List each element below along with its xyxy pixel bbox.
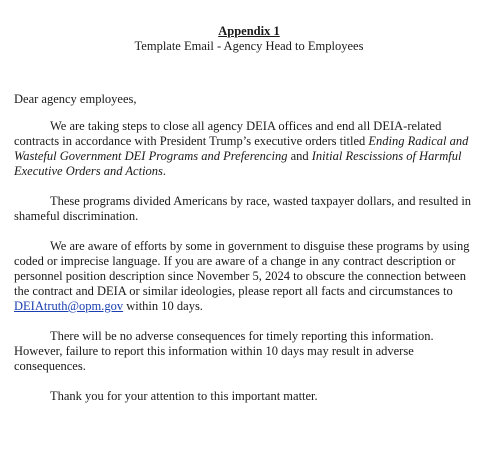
paragraph-report-request bbox=[14, 239, 484, 314]
document-heading bbox=[14, 24, 484, 54]
paragraph-programs-divided: These programs divided Americans by race, wasted taxpayer dollars, and resulted in shameful discrimination. bbox=[14, 194, 472, 223]
salutation: Dear agency employees, bbox=[14, 92, 137, 106]
report-email-link[interactable]: DEIAtruth@opm.gov bbox=[14, 299, 124, 313]
p1-text-c: . bbox=[162, 164, 167, 178]
executive-order-title-2: Initial Rescissions of Harmful Executive Orders and Actions bbox=[14, 149, 462, 178]
executive-order-title-1: Ending Radical and Wasteful Government DEI Programs and Preferencing bbox=[14, 134, 469, 163]
p1-text-b: and bbox=[287, 149, 312, 163]
paragraph-executive-orders bbox=[14, 119, 484, 179]
paragraph-thank-you: Thank you for your attention to this important matter. bbox=[50, 389, 318, 403]
p3-text-a: We are aware of efforts by some in government to disguise these programs by using coded or imprecise language. If you are aware of a change in any contract description or personnel position description since November 5, 2024 to obscure the connection between the contract and DEIA or similar ideologies, please report all facts and circumstances to bbox=[14, 239, 470, 298]
p3-text-b: within 10 days. bbox=[123, 299, 203, 313]
paragraph-consequences: There will be no adverse consequences for timely reporting this information. However, failure to report this information within 10 days may result in adverse consequences. bbox=[14, 329, 434, 373]
p1-text-a: We are taking steps to close all agency DEIA offices and end all DEIA-related contracts in accordance with President Trump’s executive orders titled bbox=[14, 119, 442, 148]
appendix-title: Appendix 1 bbox=[218, 24, 280, 38]
appendix-subtitle: Template Email - Agency Head to Employees bbox=[134, 39, 364, 53]
